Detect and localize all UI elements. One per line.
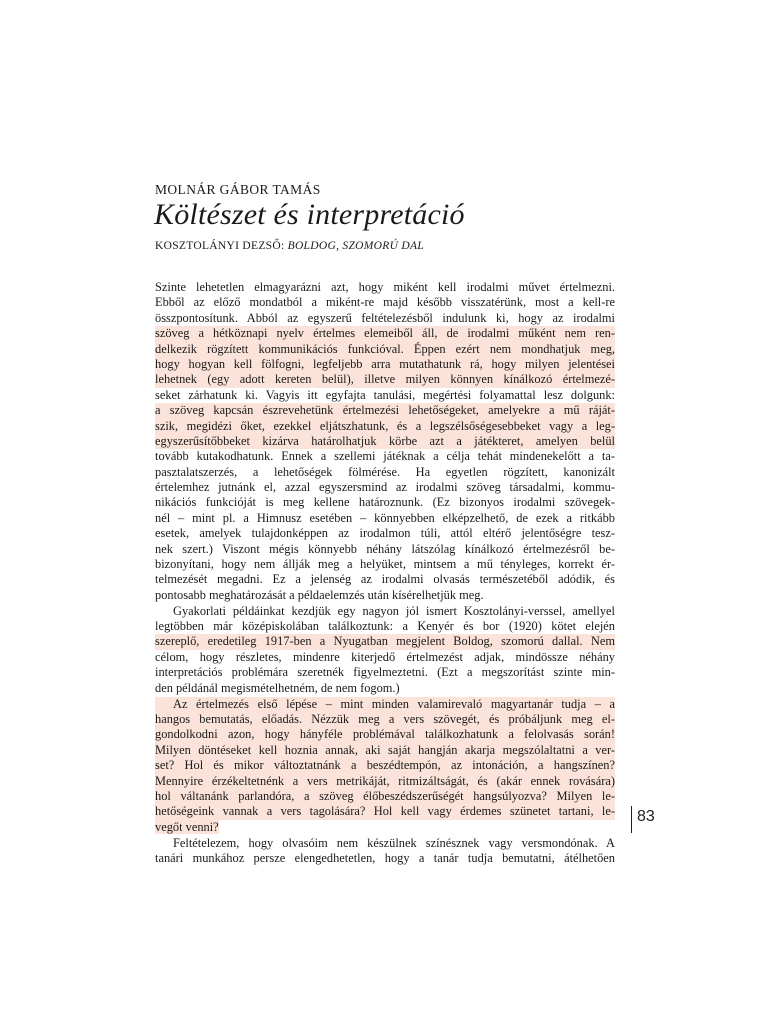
text-line: pasztalatszerzés, a lehetőségek fölmérése. Ha egyetlen rögzített, kanonizált: [155, 464, 615, 479]
highlighted-line: Milyen döntéseket kell hoznia annak, aki saját hangján akarja megszólaltatni a ver-: [155, 742, 615, 757]
page-number: 83: [637, 808, 655, 825]
text-line: [155, 820, 615, 835]
text-line: nek szert.) Viszont mégis könnyebb néhány látszólag kínálkozó értelmezésről be-: [155, 541, 615, 556]
subtitle-poem-title: BOLDOG, SZOMORÚ DAL: [287, 240, 424, 252]
highlighted-line: hol váltanánk parlandóra, a szöveg élőbeszédszerűségét hangsúlyozva? Milyen le-: [155, 788, 615, 803]
text-line: legtöbben már középiskolában találkoztunk: a Kenyér és bor (1920) kötet elején: [155, 619, 615, 634]
text-line: célom, hogy részletes, mindenre kiterjedő értelmezést adjak, mindössze néhány: [155, 649, 615, 664]
highlighted-line: egyszerűsítőbbeket kizárva határolhatjuk körbe azt a játékteret, amelyen belül: [155, 433, 615, 448]
text-line: értelemhez jutnánk el, azzal egyszersmind az irodalmi szöveg társadalmi, kommu-: [155, 480, 615, 495]
text-line: esetek, amelyek tulajdonképpen az irodalmon túli, attól eltérő jelentőségre tesz-: [155, 526, 615, 541]
text-line: Gyakorlati példáinkat kezdjük egy nagyon jól ismert Kosztolányi-verssel, amellyel: [173, 603, 615, 618]
text-line: tovább kutakodhatunk. Ennek a szellemi játéknak a célja tehát mindenekelőtt a ta-: [155, 449, 615, 464]
highlighted-line: lehetnek (egy adott kereten belül), illetve milyen könnyen kínálkozó értelmezé-: [155, 372, 615, 387]
page-number-rule: [631, 806, 632, 833]
text-line: nél – mint pl. a Himnusz esetében – könnyebben elképzelhető, de ezek a ritkább: [155, 510, 615, 525]
highlighted-line: szik, megidézi őket, ezekkel eljátszhatunk, és a legszélsőségesebbeket vagy a leg-: [155, 418, 615, 433]
highlighted-line: szöveg a hétköznapi nyelv értelmes elemeiből áll, de irodalmi műként nem ren-: [155, 326, 615, 341]
highlighted-line: szereplő, eredetileg 1917-ben a Nyugatban megjelent Boldog, szomorú dallal. Nem: [155, 634, 615, 649]
text-line: Szinte lehetetlen elmagyarázni azt, hogy miként kell irodalmi művet értelmezni.: [155, 280, 615, 294]
body-text: [155, 280, 615, 866]
highlighted-line: hogy hogyan kell fölfogni, legfeljebb arra mutathatunk rá, hogy milyen jelentései: [155, 356, 615, 371]
text-line: pontosabb meghatározását a példaelemzés után kísérelhetjük meg.: [155, 587, 484, 602]
text-line: nikációs funkcióját is meg kellene határoznunk. (Ez bizonyos irodalmi szövegek-: [155, 495, 615, 510]
subtitle-prefix: KOSZTOLÁNYI DEZSŐ:: [155, 240, 288, 252]
highlighted-line: hangos bemutatás, előadás. Nézzük meg a vers szövegét, és próbáljunk meg el-: [155, 711, 615, 726]
highlighted-line: a szöveg kapcsán észrevehetünk értelmezési lehetőségeket, amelyekre a mű ráját-: [155, 403, 615, 418]
text-line: telmezését megadni. Ez a jelenség az irodalmi olvasás természetéből adódik, és: [155, 572, 615, 587]
article-author: MOLNÁR GÁBOR TAMÁS: [155, 182, 321, 197]
highlighted-line: Az értelmezés első lépése – mint minden valamirevaló magyartanár tudja – a: [155, 697, 615, 712]
highlighted-line: hetőségeink vannak a vers tagolására? Hol kell vagy érdemes szünetet tartani, le-: [155, 804, 615, 819]
text-line: bizonyítani, hogy nem állják meg a helyüket, mintsem a mű tényleges, korrekt ér-: [155, 557, 615, 572]
highlighted-line: Mennyire érzékeltetnénk a vers metrikáját, ritmizáltságát, és (akár ennek rovására): [155, 773, 615, 788]
article-subtitle: [155, 240, 424, 252]
text-line: tanári munkához persze elengedhetetlen, hogy a tanár tudja bemutatni, átélhetően: [155, 850, 615, 865]
text-line: den példánál megismételhetném, de nem fogom.): [155, 680, 400, 695]
text-line: interpretációs problémára szeretnék figyelmeztetni. (Ezt a megszorítást szinte min-: [155, 665, 615, 680]
text-line: Feltételezem, hogy olvasóim nem készülnek színésznek vagy versmondónak. A: [173, 835, 615, 850]
highlighted-line: set? Hol és mikor változtatnánk a beszédtempón, az intonáción, a hangszínen?: [155, 758, 615, 773]
text-line: összpontosítunk. Abból az egyszerű feltételezésből indulunk ki, hogy az irodalmi: [155, 310, 615, 325]
highlighted-text: vegőt venni?: [155, 819, 219, 834]
highlighted-line: gondolkodni azon, hogy hányféle problémával találkozhatunk a felolvasás során!: [155, 727, 615, 742]
highlighted-line: delkezik rögzített kommunikációs funkcióval. Éppen ezért nem mondhatjuk meg,: [155, 341, 615, 356]
text-line: Ebből az előző mondatból a miként-re majd később visszatérünk, most a kell-re: [155, 295, 615, 310]
text-line: seket zárhatunk ki. Vagyis itt egyfajta tanulási, megértési folyamattal lesz dolgunk:: [155, 387, 615, 402]
article-title: Költészet és interpretáció: [154, 198, 465, 231]
